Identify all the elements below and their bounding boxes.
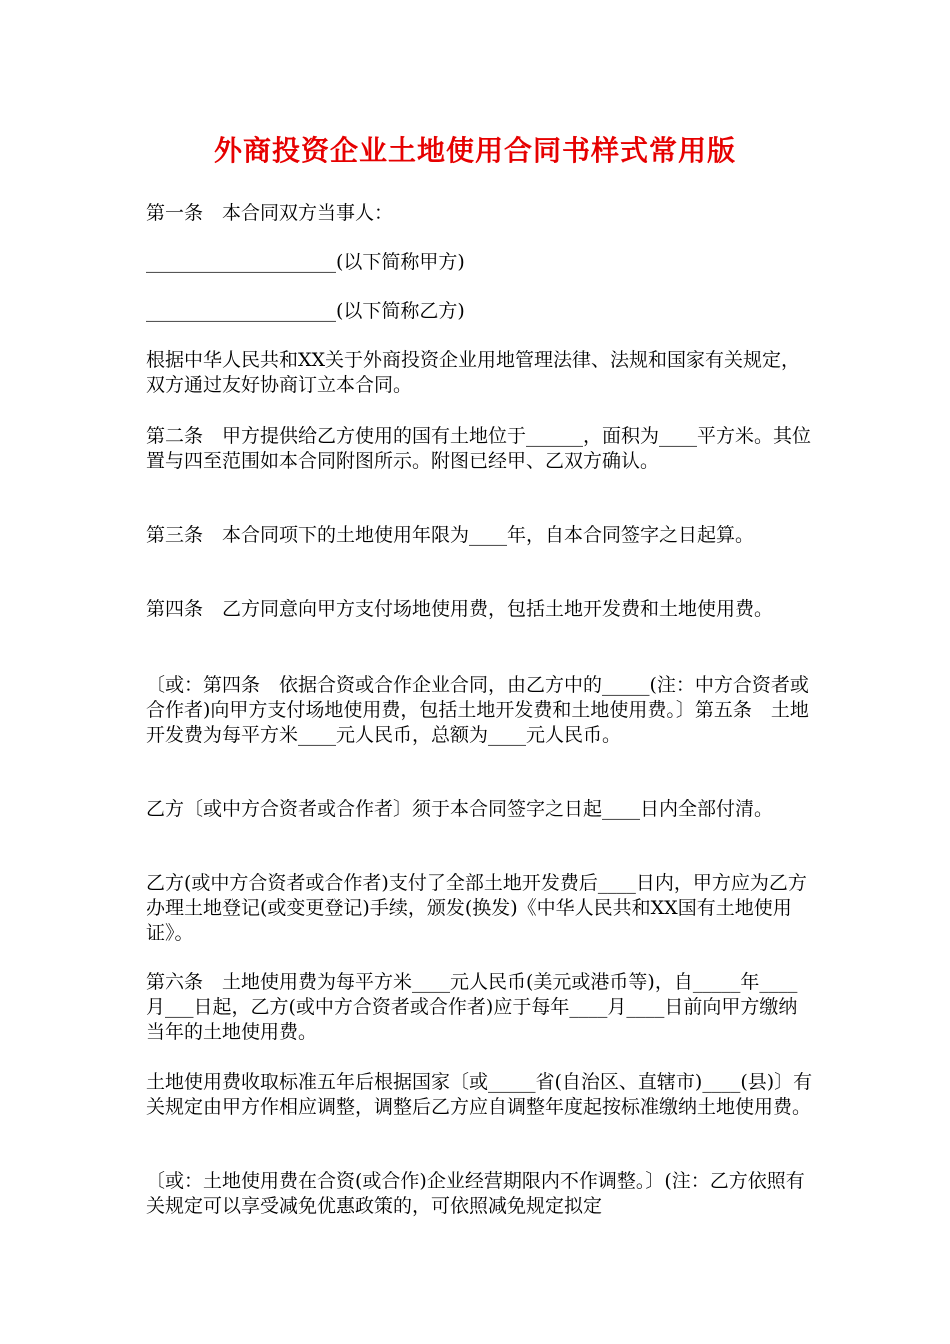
article-4-paragraph: 第四条 乙方同意向甲方支付场地使用费，包括土地开发费和土地使用费。 [146,598,774,620]
document-title: 外商投资企业土地使用合同书样式常用版 [213,134,736,167]
land-registration-paragraph: 乙方(或中方合资者或合作者)支付了全部土地开发费后____日内，甲方应为乙方办理土地登记(或变更登记)手续，颁发(换发)《中华人民共和XX国有土地使用证》。 [146,872,807,944]
article-6-paragraph: 第六条 土地使用费为每平方米____元人民币(美元或港币等)，自_____年____月___日起，乙方(或中方合资者或合作者)应于每年____月____日前向甲方缴纳当年的土地使用费。 [146,971,798,1043]
article-3-paragraph: 第三条 本合同项下的土地使用年限为____年，自本合同签字之日起算。 [146,524,755,546]
article-2-paragraph: 第二条 甲方提供给乙方使用的国有土地位于______，面积为____平方米。其位置与四至范围如本合同附图所示。附图已经甲、乙双方确认。 [146,425,812,472]
party-a-line: ____________________(以下简称甲方) [146,251,465,273]
party-b-line: ____________________(以下简称乙方) [146,300,465,322]
fee-no-adjustment-note-paragraph: 〔或：土地使用费在合资(或合作)企业经营期限内不作调整。〕(注：乙方依照有关规定可以享受减免优惠政策的，可依照减免规定拟定 [146,1170,805,1217]
fee-adjustment-paragraph: 土地使用费收取标准五年后根据国家〔或_____省(自治区、直辖市)____(县)〕有关规定由甲方作相应调整，调整后乙方应自调整年度起按标准缴纳土地使用费。 [146,1071,813,1118]
preamble-paragraph: 根据中华人民共和XX关于外商投资企业用地管理法律、法规和国家有关规定，双方通过友好协商订立本合同。 [146,349,801,396]
article-1-parties: 第一条 本合同双方当事人： [146,202,394,224]
article-4-alt-article-5-paragraph: 〔或：第四条 依据合资或合作企业合同，由乙方中的_____(注：中方合资者或合作者)向甲方支付场地使用费，包括土地开发费和土地使用费。〕第五条 土地开发费为每平方米____元人民币，总额为____元人民币。 [146,674,809,746]
payment-deadline-paragraph: 乙方〔或中方合资者或合作者〕须于本合同签字之日起____日内全部付清。 [146,798,774,820]
